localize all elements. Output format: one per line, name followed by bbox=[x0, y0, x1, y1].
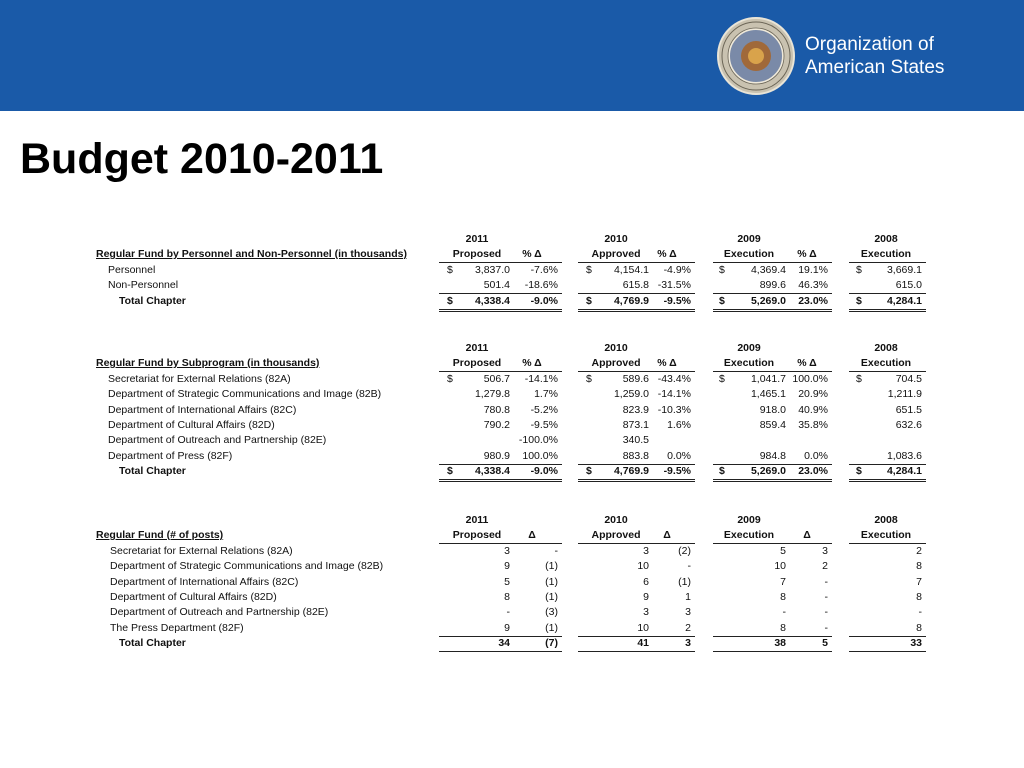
column-header: Δ bbox=[528, 529, 536, 541]
row-value: 3 bbox=[685, 636, 691, 649]
row-value: 501.4 bbox=[483, 279, 510, 292]
column-header: Execution bbox=[860, 357, 912, 369]
row-value: 823.9 bbox=[622, 403, 649, 416]
column-header: Proposed bbox=[452, 357, 502, 369]
table-row bbox=[96, 403, 926, 418]
table-heading: Regular Fund by Subprogram (in thousands) bbox=[96, 357, 320, 369]
row-value: 3 bbox=[685, 606, 691, 619]
row-value: (1) bbox=[678, 575, 691, 588]
row-value: 790.2 bbox=[483, 418, 510, 431]
row-value: -9.5% bbox=[530, 418, 558, 431]
row-value: (7) bbox=[545, 636, 558, 649]
row-label: Total Chapter bbox=[119, 464, 186, 477]
column-header: Execution bbox=[860, 529, 912, 541]
row-value: 899.6 bbox=[759, 279, 786, 292]
row-value: -9.5% bbox=[663, 294, 691, 307]
table-row bbox=[96, 575, 926, 590]
row-label: Department of International Affairs (82C) bbox=[108, 403, 297, 416]
row-label: Total Chapter bbox=[119, 636, 186, 649]
row-value: 5,269.0 bbox=[750, 464, 786, 477]
column-header: Proposed bbox=[452, 529, 502, 541]
dollar-sign: $ bbox=[447, 373, 453, 385]
row-value: 9 bbox=[504, 560, 510, 573]
row-value: 4,338.4 bbox=[474, 464, 510, 477]
column-header-row bbox=[96, 356, 926, 371]
dollar-sign: $ bbox=[719, 464, 725, 477]
row-value: 9 bbox=[643, 590, 649, 603]
dollar-sign: $ bbox=[447, 464, 453, 477]
row-value: 23.0% bbox=[798, 294, 828, 307]
year-header: 2008 bbox=[874, 514, 898, 526]
row-value: 2 bbox=[822, 560, 828, 573]
row-value: 1,279.8 bbox=[474, 388, 510, 401]
row-value: 632.6 bbox=[895, 418, 922, 431]
row-value: 4,769.9 bbox=[613, 294, 649, 307]
row-value: 0.0% bbox=[804, 449, 828, 462]
row-value: 10 bbox=[774, 560, 786, 573]
column-header: Δ bbox=[663, 529, 671, 541]
row-value: -31.5% bbox=[657, 279, 691, 292]
total-rule bbox=[849, 479, 926, 480]
row-value: - bbox=[554, 545, 558, 557]
row-value: 7 bbox=[916, 575, 922, 588]
year-header: 2009 bbox=[737, 233, 761, 245]
row-value: (2) bbox=[678, 545, 691, 557]
row-value: 4,338.4 bbox=[474, 294, 510, 307]
row-value: 3,837.0 bbox=[474, 264, 510, 276]
column-header: Execution bbox=[723, 248, 775, 260]
column-header: Proposed bbox=[452, 248, 502, 260]
row-value: 1,259.0 bbox=[613, 388, 649, 401]
row-value: 4,369.4 bbox=[750, 264, 786, 276]
dollar-sign: $ bbox=[719, 294, 725, 307]
row-label: Department of Press (82F) bbox=[108, 449, 233, 462]
dollar-sign: $ bbox=[586, 264, 592, 276]
table-row bbox=[96, 278, 926, 293]
table-row bbox=[96, 387, 926, 402]
row-value: 8 bbox=[780, 590, 786, 603]
row-value: - bbox=[824, 590, 828, 603]
row-value: 615.8 bbox=[622, 279, 649, 292]
row-value: 5,269.0 bbox=[750, 294, 786, 307]
organization-name bbox=[805, 33, 944, 79]
row-value: 34 bbox=[498, 636, 510, 649]
row-value: 1,465.1 bbox=[750, 388, 786, 401]
dollar-sign: $ bbox=[447, 294, 453, 307]
row-value: -9.0% bbox=[530, 464, 558, 477]
total-rule bbox=[849, 651, 926, 652]
total-double-rule bbox=[439, 311, 562, 312]
table-heading: Regular Fund by Personnel and Non-Personnel (in thousands) bbox=[96, 248, 407, 260]
year-header-row bbox=[96, 232, 926, 247]
row-value: -18.6% bbox=[524, 279, 558, 292]
row-label: Secretariat for External Relations (82A) bbox=[108, 373, 291, 385]
column-header-row bbox=[96, 247, 926, 262]
row-value: 4,769.9 bbox=[613, 464, 649, 477]
oas-seal-logo bbox=[717, 17, 795, 95]
total-double-rule bbox=[849, 311, 926, 312]
total-row bbox=[96, 636, 926, 651]
row-value: - bbox=[782, 606, 786, 619]
row-value: 40.9% bbox=[798, 403, 828, 416]
column-header: % Δ bbox=[797, 357, 817, 369]
row-value: 8 bbox=[780, 621, 786, 634]
row-value: 4,154.1 bbox=[613, 264, 649, 276]
row-value: 918.0 bbox=[759, 403, 786, 416]
total-row bbox=[96, 464, 926, 479]
row-value: -43.4% bbox=[657, 373, 691, 385]
row-value: -9.0% bbox=[530, 294, 558, 307]
table-heading: Regular Fund (# of posts) bbox=[96, 529, 224, 541]
total-rule bbox=[713, 651, 832, 652]
row-label: Department of Outreach and Partnership (82E) bbox=[110, 606, 329, 619]
column-header: Execution bbox=[723, 529, 775, 541]
row-value: 1,083.6 bbox=[886, 449, 922, 462]
dollar-sign: $ bbox=[719, 373, 725, 385]
row-value: -7.6% bbox=[530, 264, 558, 276]
row-value: 3 bbox=[643, 545, 649, 557]
table-row bbox=[96, 418, 926, 433]
row-value: 651.5 bbox=[895, 403, 922, 416]
total-double-rule bbox=[439, 481, 562, 482]
column-header: Approved bbox=[591, 357, 641, 369]
column-header: % Δ bbox=[522, 248, 542, 260]
row-value: -10.3% bbox=[657, 403, 691, 416]
row-value: -14.1% bbox=[657, 388, 691, 401]
row-label: Department of Outreach and Partnership (82E) bbox=[108, 434, 327, 447]
table-row bbox=[96, 372, 926, 387]
dollar-sign: $ bbox=[856, 373, 862, 385]
dollar-sign: $ bbox=[856, 464, 862, 477]
table-row bbox=[96, 605, 926, 620]
row-value: 1.7% bbox=[534, 388, 558, 401]
row-value: 873.1 bbox=[622, 418, 649, 431]
row-label: Department of Strategic Communications and Image (82B) bbox=[108, 388, 382, 401]
row-value: 8 bbox=[916, 621, 922, 634]
row-value: 100.0% bbox=[522, 449, 558, 462]
row-value: - bbox=[824, 621, 828, 634]
table-row bbox=[96, 263, 926, 278]
total-double-rule bbox=[713, 481, 832, 482]
row-label: Total Chapter bbox=[119, 294, 186, 307]
page-title: Budget 2010-2011 bbox=[20, 135, 384, 183]
row-value: 0.0% bbox=[667, 449, 691, 462]
column-header: Approved bbox=[591, 529, 641, 541]
row-value: 980.9 bbox=[483, 449, 510, 462]
row-value: 1,041.7 bbox=[750, 373, 786, 385]
row-value: 23.0% bbox=[798, 464, 828, 477]
column-header: % Δ bbox=[657, 357, 677, 369]
row-value: 38 bbox=[774, 636, 786, 649]
year-header: 2010 bbox=[604, 514, 628, 526]
column-header: Δ bbox=[803, 529, 811, 541]
column-header: % Δ bbox=[797, 248, 817, 260]
row-value: -4.9% bbox=[663, 264, 691, 276]
year-header: 2011 bbox=[465, 233, 489, 245]
personnel-table bbox=[96, 232, 926, 312]
row-value: 5 bbox=[822, 636, 828, 649]
row-value: 340.5 bbox=[622, 434, 649, 447]
row-label: Department of Cultural Affairs (82D) bbox=[110, 590, 277, 603]
total-double-rule bbox=[713, 311, 832, 312]
row-value: 20.9% bbox=[798, 388, 828, 401]
row-value: 33 bbox=[910, 636, 922, 649]
row-value: 35.8% bbox=[798, 418, 828, 431]
year-header: 2008 bbox=[874, 233, 898, 245]
dollar-sign: $ bbox=[719, 264, 725, 276]
row-value: 5 bbox=[780, 545, 786, 557]
year-header: 2011 bbox=[465, 342, 489, 354]
dollar-sign: $ bbox=[856, 264, 862, 276]
row-value: - bbox=[687, 560, 691, 573]
year-header-row bbox=[96, 341, 926, 356]
row-value: -100.0% bbox=[518, 434, 558, 447]
row-value: 8 bbox=[916, 560, 922, 573]
total-rule bbox=[578, 309, 695, 310]
total-rule bbox=[439, 309, 562, 310]
row-value: - bbox=[824, 606, 828, 619]
total-rule bbox=[578, 651, 695, 652]
org-name-line1: Organization of bbox=[805, 34, 934, 55]
row-value: 8 bbox=[504, 590, 510, 603]
year-header: 2010 bbox=[604, 233, 628, 245]
row-value: 883.8 bbox=[622, 449, 649, 462]
year-header: 2009 bbox=[737, 342, 761, 354]
table-row bbox=[96, 544, 926, 559]
row-value: - bbox=[918, 606, 922, 619]
row-value: - bbox=[824, 575, 828, 588]
year-header: 2011 bbox=[465, 514, 489, 526]
column-header: Approved bbox=[591, 248, 641, 260]
column-header: % Δ bbox=[657, 248, 677, 260]
total-rule bbox=[849, 309, 926, 310]
row-value: (1) bbox=[545, 621, 558, 634]
posts-table bbox=[96, 513, 926, 655]
row-value: 1,211.9 bbox=[887, 388, 922, 401]
row-value: 589.6 bbox=[622, 373, 649, 385]
row-value: 1 bbox=[685, 590, 691, 603]
total-row bbox=[96, 294, 926, 309]
year-header: 2008 bbox=[874, 342, 898, 354]
row-value: 780.8 bbox=[483, 403, 510, 416]
row-value: 3,669.1 bbox=[886, 264, 922, 276]
row-value: (1) bbox=[545, 560, 558, 573]
row-value: - bbox=[506, 606, 510, 619]
subprogram-table bbox=[96, 341, 926, 483]
org-name-line2: American States bbox=[805, 57, 945, 78]
row-value: 10 bbox=[637, 560, 649, 573]
dollar-sign: $ bbox=[586, 294, 592, 307]
dollar-sign: $ bbox=[856, 294, 862, 307]
row-value: 704.5 bbox=[895, 373, 922, 385]
year-header: 2009 bbox=[737, 514, 761, 526]
year-header: 2010 bbox=[604, 342, 628, 354]
total-rule bbox=[713, 309, 832, 310]
row-value: (1) bbox=[545, 590, 558, 603]
dollar-sign: $ bbox=[586, 373, 592, 385]
row-value: 4,284.1 bbox=[886, 294, 922, 307]
row-label: Department of Strategic Communications and Image (82B) bbox=[110, 560, 384, 573]
row-value: 859.4 bbox=[759, 418, 786, 431]
row-value: 615.0 bbox=[895, 279, 922, 292]
row-value: 3 bbox=[822, 545, 828, 557]
row-label: Secretariat for External Relations (82A) bbox=[110, 545, 293, 557]
row-label: Department of International Affairs (82C) bbox=[110, 575, 299, 588]
row-value: (1) bbox=[545, 575, 558, 588]
column-header: Execution bbox=[860, 248, 912, 260]
table-row bbox=[96, 433, 926, 448]
row-value: 41 bbox=[637, 636, 649, 649]
row-value: -14.1% bbox=[524, 373, 558, 385]
total-rule bbox=[439, 479, 562, 480]
row-value: 7 bbox=[780, 575, 786, 588]
table-row bbox=[96, 621, 926, 636]
row-value: 1.6% bbox=[667, 418, 691, 431]
row-value: -5.2% bbox=[530, 403, 558, 416]
column-header-row bbox=[96, 528, 926, 543]
dollar-sign: $ bbox=[447, 264, 453, 276]
total-double-rule bbox=[578, 311, 695, 312]
row-value: -9.5% bbox=[663, 464, 691, 477]
row-value: 10 bbox=[637, 621, 649, 634]
total-double-rule bbox=[849, 481, 926, 482]
row-value: 8 bbox=[916, 590, 922, 603]
row-value: 2 bbox=[916, 545, 922, 557]
row-value: 984.8 bbox=[759, 449, 786, 462]
row-value: 9 bbox=[504, 621, 510, 634]
row-value: 100.0% bbox=[792, 373, 828, 385]
row-value: 19.1% bbox=[798, 264, 828, 276]
total-rule bbox=[578, 479, 695, 480]
row-value: 5 bbox=[504, 575, 510, 588]
row-value: 6 bbox=[643, 575, 649, 588]
column-header: Execution bbox=[723, 357, 775, 369]
total-rule bbox=[713, 479, 832, 480]
row-value: 46.3% bbox=[798, 279, 828, 292]
row-value: (3) bbox=[545, 606, 558, 619]
row-value: 2 bbox=[685, 621, 691, 634]
row-value: 3 bbox=[643, 606, 649, 619]
row-value: 4,284.1 bbox=[886, 464, 922, 477]
row-label: Department of Cultural Affairs (82D) bbox=[108, 418, 275, 431]
total-rule bbox=[439, 651, 562, 652]
table-row bbox=[96, 449, 926, 464]
table-row bbox=[96, 590, 926, 605]
row-label: Personnel bbox=[108, 264, 156, 276]
total-double-rule bbox=[578, 481, 695, 482]
row-label: Non-Personnel bbox=[108, 279, 179, 292]
header-banner bbox=[0, 0, 1024, 111]
row-value: 3 bbox=[504, 545, 510, 557]
row-value: 506.7 bbox=[483, 373, 510, 385]
row-label: The Press Department (82F) bbox=[110, 621, 244, 634]
dollar-sign: $ bbox=[586, 464, 592, 477]
year-header-row bbox=[96, 513, 926, 528]
table-row bbox=[96, 559, 926, 574]
column-header: % Δ bbox=[522, 357, 542, 369]
